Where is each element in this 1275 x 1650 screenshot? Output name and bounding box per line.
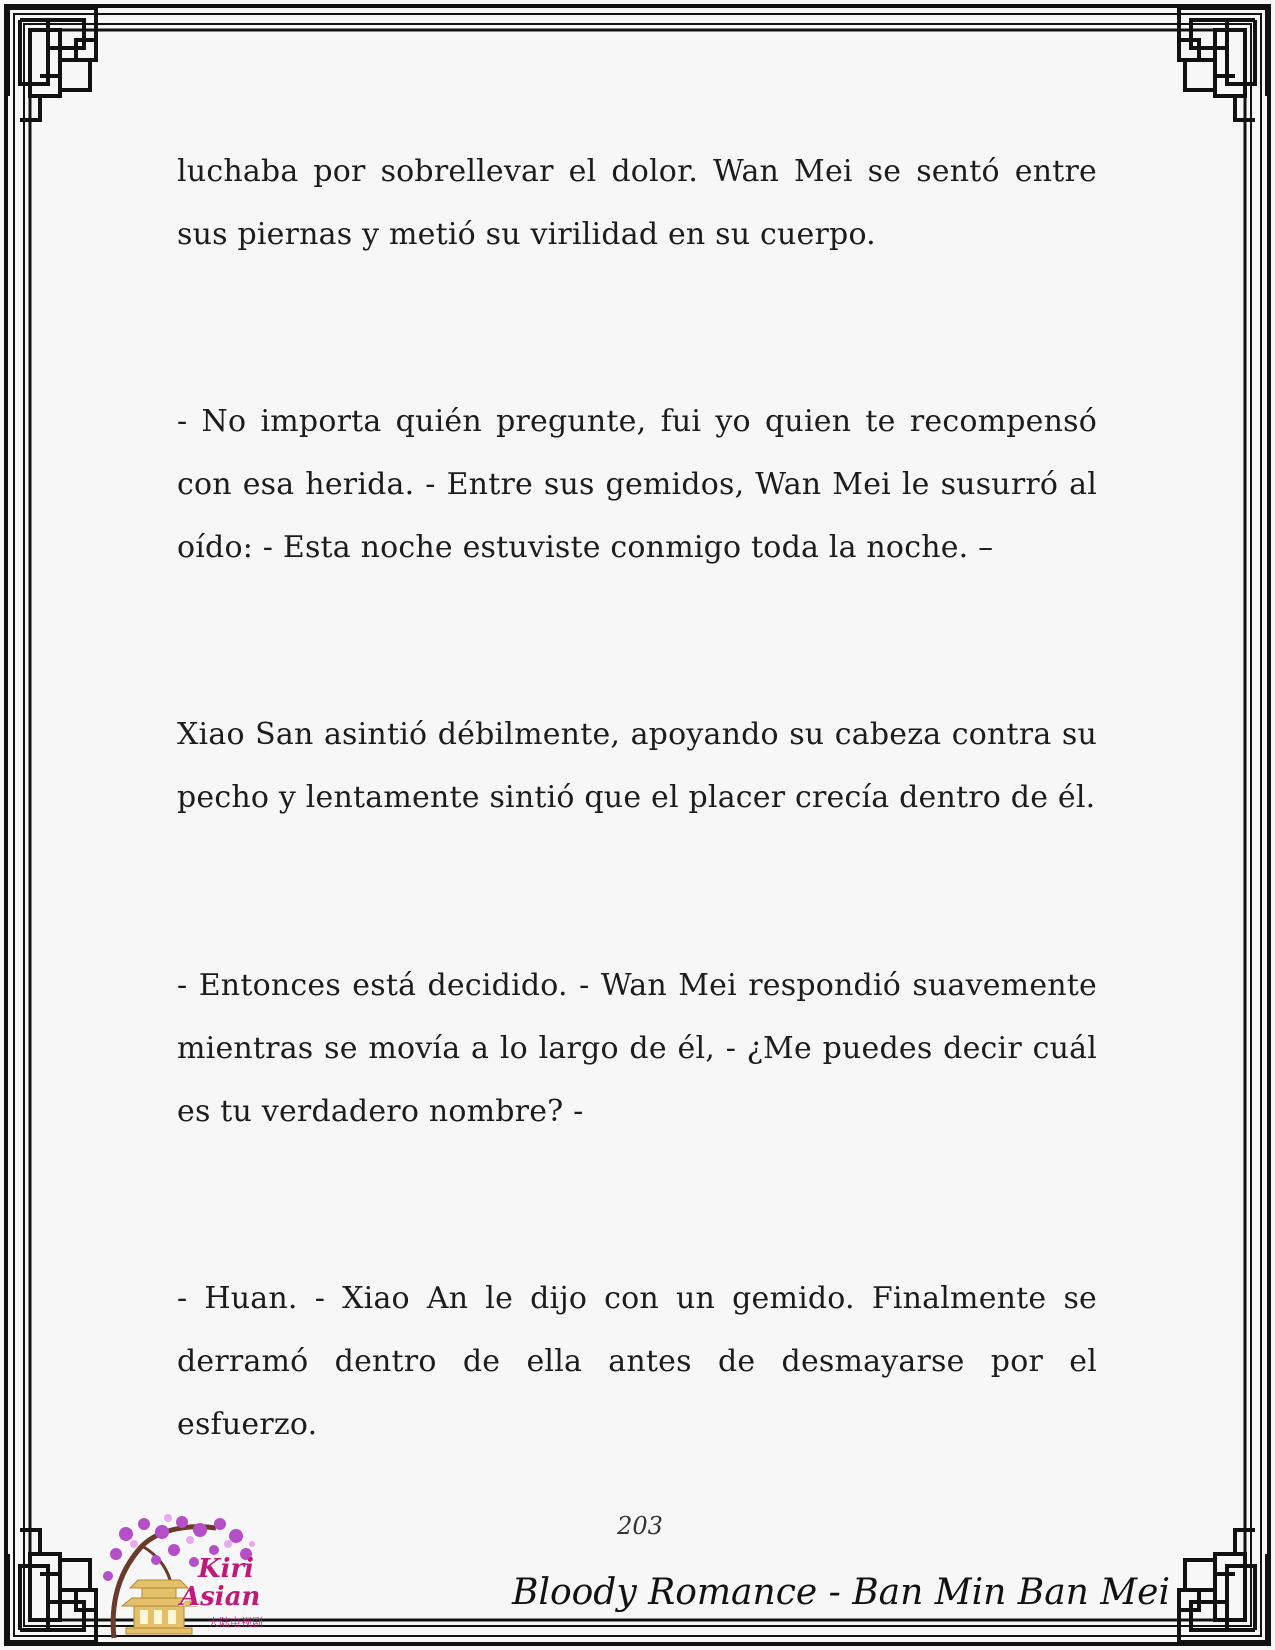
paragraph-3: Xiao San asintió débilmente, apoyando su cabeza contra su pecho y lentamente sintió que el placer crecía dentro de él.: [177, 717, 1097, 815]
logo-word-kiri: Kiri: [198, 1554, 255, 1584]
logo-word-asian: Asian: [180, 1582, 261, 1612]
paragraph-4: - Entonces está decidido. - Wan Mei respondió suavemente mientras se movía a lo largo de él, - ¿Me puedes decir cuál es tu verdadero nombre? -: [177, 968, 1097, 1129]
paragraph-2: - No importa quién pregunte, fui yo quien te recompensó con esa herida. - Entre sus gemidos, Wan Mei le susurró al oído: - Esta noche estuviste conmigo toda la noche. –: [177, 404, 1097, 565]
paragraph-5: - Huan. - Xiao An le dijo con un gemido. Finalmente se derramó dentro de ella antes de desmayarse por el esfuerzo.: [177, 1281, 1097, 1442]
kiri-asian-logo: [96, 1510, 276, 1640]
logo-chinese-text: 大陆电视剧: [208, 1616, 263, 1629]
book-title: Bloody Romance - Ban Min Ban Mei: [511, 1572, 1170, 1613]
paragraph-1: luchaba por sobrellevar el dolor. Wan Mei se sentó entre sus piernas y metió su virilidad en su cuerpo.: [177, 154, 1097, 252]
page-number: 203: [617, 1512, 663, 1540]
